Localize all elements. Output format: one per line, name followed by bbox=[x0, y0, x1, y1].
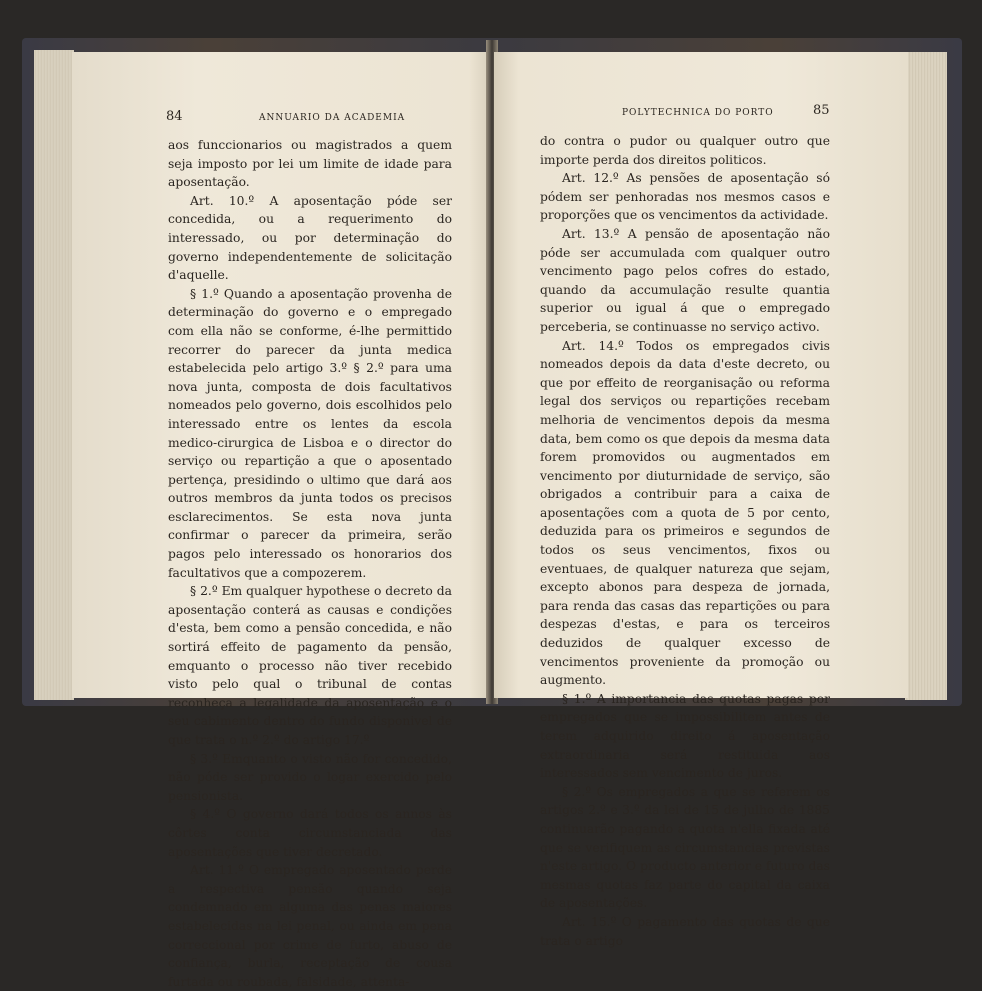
paragraph: § 2.º Os empregados a que se referem os artigos 2.º e 3.º da lei de 15 de julho de 1885 continuarão pagando a quota n'ella fixada até que se verifiquem as circumstancias previstas n'este artigo. O producto anterior e futuro das mesmas quotas faz parte do capital da caixa de aposentações. bbox=[540, 784, 830, 911]
body-text bbox=[540, 132, 830, 950]
left-page bbox=[72, 52, 490, 989]
right-page bbox=[494, 52, 908, 948]
paragraph: § 3.º Emquanto o visto não for concedido, não póde ser provido o logar exercido pelo pensionista. bbox=[168, 751, 452, 803]
paragraph: § 1.º Quando a aposentação provenha de determinação do governo e o empregado com ella não se conforme, é-lhe permittido recorrer do parecer da junta medica estabelecida pelo artigo 3.º § 2.º para uma nova junta, composta de dois facultativos nomeados pelo governo, dois escolhidos pelo interessado entre os lentes da escola medico-cirurgica de Lisboa e o director do serviço ou repartição a que o aposentado pertença, presidindo o ultimo que dará aos outros membros da junta todos os precisos esclarecimentos. Se esta nova junta confirmar o parecer da primeira, serão pagos pelo interessado os honorarios dos facultativos que a compozerem. bbox=[168, 286, 452, 580]
paragraph: Art. 10.º A aposentação póde ser concedida, ou a requerimento do interessado, ou por determinação do governo independentemente de solicitação d'aquelle. bbox=[168, 193, 452, 283]
running-head: ANNUARIO DA ACADEMIA bbox=[259, 113, 406, 123]
paragraph: Art. 12.º As pensões de aposentação só pódem ser penhoradas nos mesmos casos e proporções que os vencimentos da actividade. bbox=[540, 171, 830, 223]
body-text bbox=[168, 136, 452, 991]
paragraph: do contra o pudor ou qualquer outro que importe perda dos direitos politicos. bbox=[540, 134, 830, 167]
paragraph: § 2.º Em qualquer hypothese o decreto da aposentação conterá as causas e condições d'esta, bem como a pensão concedida, e não sortirá effeito de pagamento da pensão, emquanto o processo não tiver recebido visto pelo qual o tribunal de contas reconheça a legalidade da aposentação e o seu cabimento dentro do fundo disponivel de que trata o n.º 2.º do artigo 17.º bbox=[168, 584, 452, 747]
running-head: POLYTECHNICA DO PORTO bbox=[622, 108, 774, 118]
paragraph: Art. 14.º Todos os empregados civis nomeados depois da data d'este decreto, ou que por effeito de reorganisação ou reforma legal dos serviços ou repartições recebam melhoria de vencimentos depois da mesma data, bem como os que depois da mesma data forem promovidos ou augmentados em vencimento por diuturnidade de serviço, são obrigados a contribuir para a caixa de aposentações com a quota de 5 por cento, deduzida para os primeiros e segundos de todos os seus vencimentos, fixos ou eventuaes, de qualquer natureza que sejam, excepto abonos para despeza de jornada, para renda das casas das repartições ou para despezas d'estas, e para os terceiros deduzidos de qualquer excesso de vencimentos proveniente da promoção ou augmento. bbox=[540, 338, 830, 688]
paragraph: Art. 13.º A pensão de aposentação não póde ser accumulada com qualquer outro vencimento pago pelos cofres do estado, quando da accumulação resulte quantia superior ou igual á que o empregado perceberia, se continuasse no serviço activo. bbox=[540, 226, 830, 334]
page-number: 85 bbox=[813, 103, 830, 118]
paragraph: Art. 15.º O pagamento das quotas de que trata o artigo bbox=[540, 914, 830, 948]
paragraph: § 4.º O governo dará todos os annos às côrtes conta circumstanciada das aposentações que tiver decretado. bbox=[168, 807, 452, 859]
page-edges-right bbox=[905, 52, 947, 700]
page-number: 84 bbox=[166, 109, 183, 124]
paragraph: aos funccionarios ou magistrados a quem seja imposto por lei um limite de idade para aposentação. bbox=[168, 138, 452, 190]
page-edges-left bbox=[34, 50, 74, 700]
paragraph: Art. 11.º O empregado aposentado perde a respectiva pensão quando seja condemnado em alguma das penas maiores estabelecidas na lei penal, ou ainda em pena correccional por crime de furto, abuso de confiança, burla, receptação de cousa furtada ou roubada, falsidade, attenta- bbox=[168, 863, 452, 989]
paragraph: § 1.º A importancia das quotas pagas por empregados que se impossibilitem antes de terem adquirido direito á aposentação extraordinaria será restituida aos interessados sem vencimento de juros. bbox=[540, 691, 830, 781]
